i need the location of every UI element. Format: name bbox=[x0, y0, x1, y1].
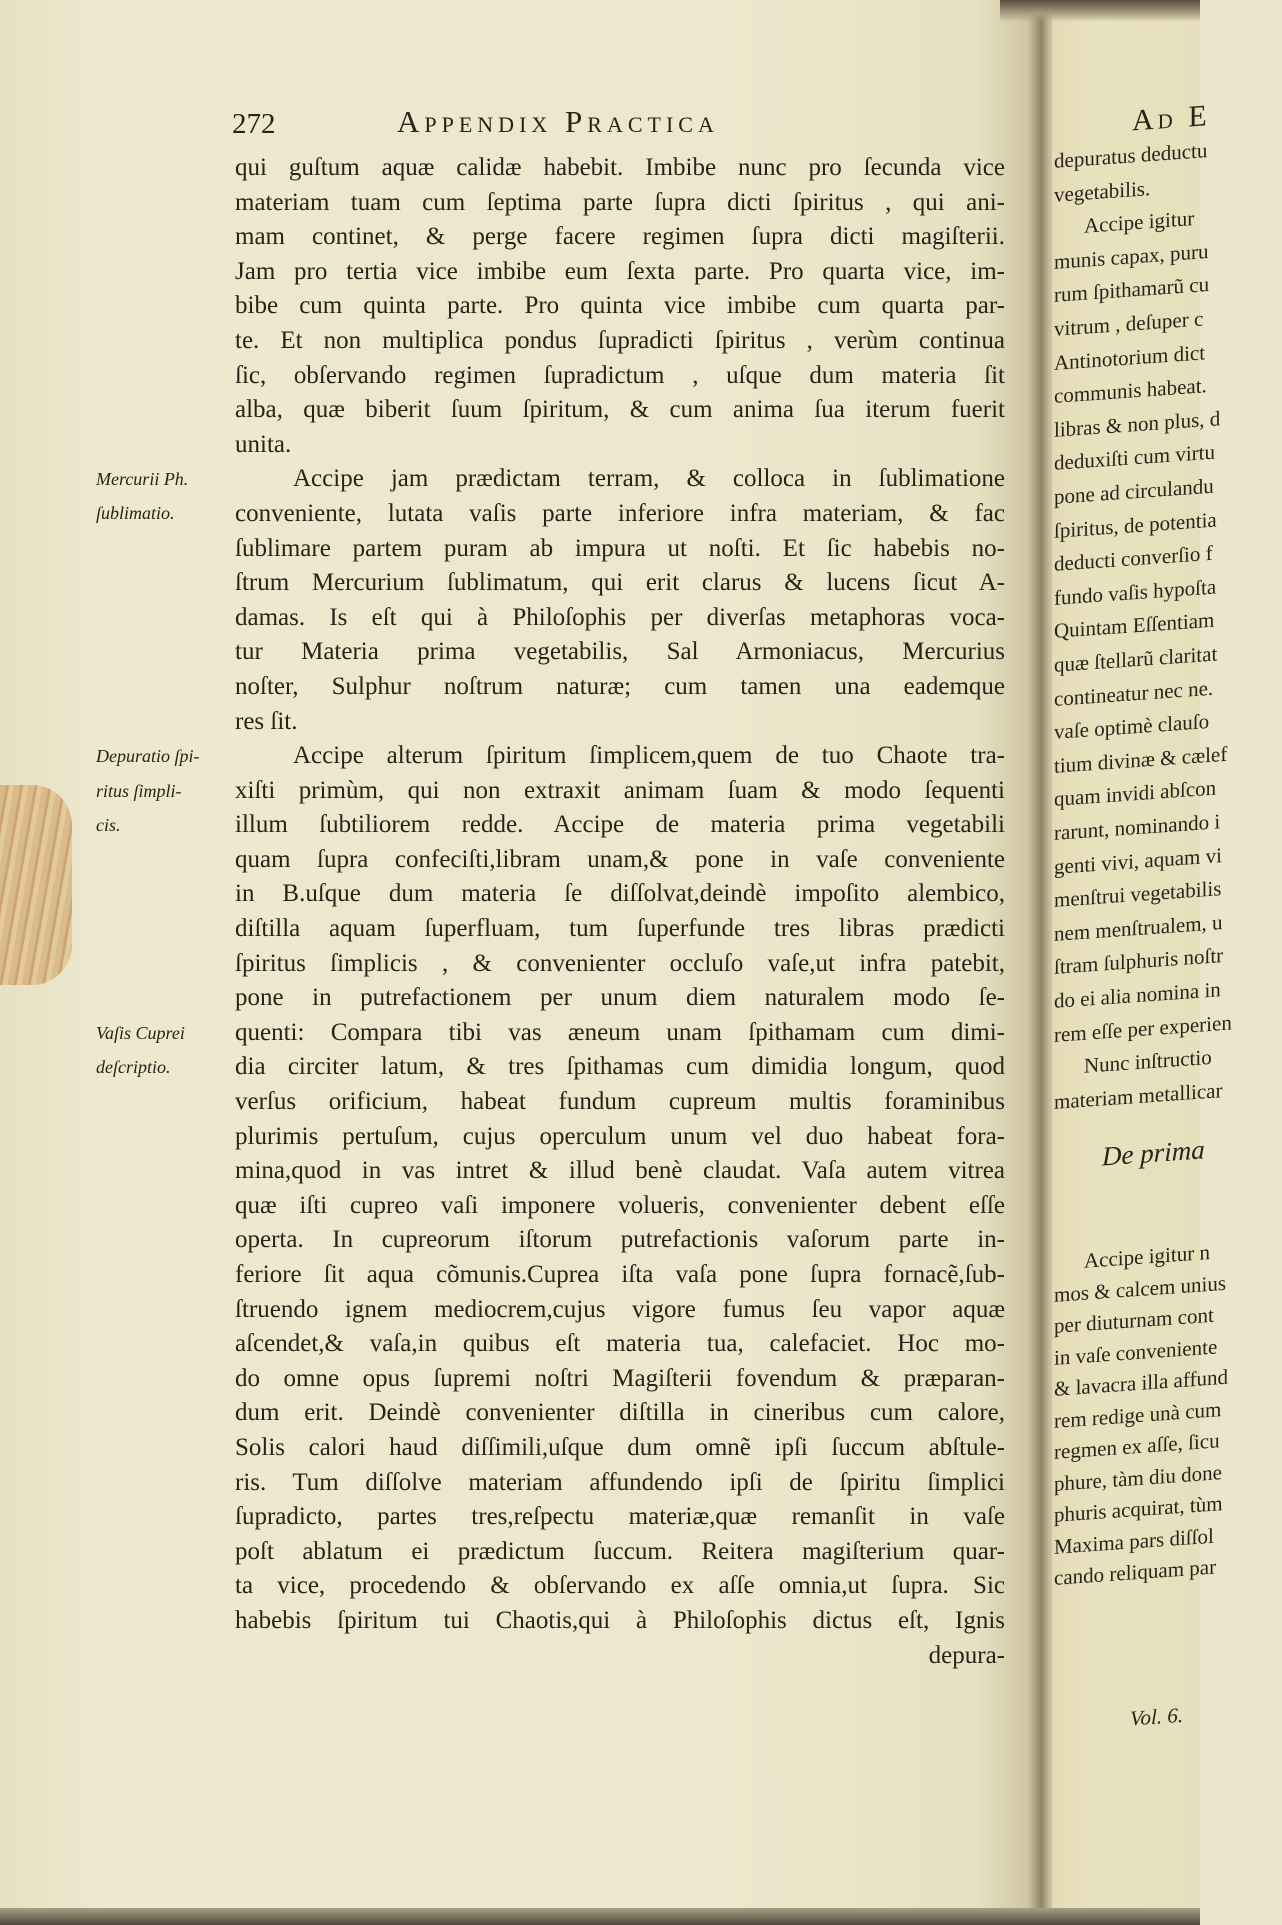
text-line: damas. Is eſt qui à Philoſophis per diverſas metaphoras voca- bbox=[235, 603, 1005, 631]
margin-note-line: Vaſis Cuprei bbox=[96, 1023, 185, 1043]
text-line: pone in putrefactionem per unum diem naturalem modo ſe- bbox=[235, 984, 1005, 1012]
margin-note-line: Mercurii Ph. bbox=[96, 469, 189, 489]
right-text-line: Antinotorium dict bbox=[1054, 339, 1206, 375]
text-line: noſter, Sulphur noſtrum naturæ; cum tamen una eademque bbox=[235, 672, 1005, 700]
text-line: do omne opus ſupremi noſtri Magiſterii fovendum & præparan- bbox=[235, 1364, 1005, 1392]
text-line: quenti: Compara tibi vas æneum unam ſpithamam cum dimi- bbox=[235, 1018, 1005, 1046]
text-line: ſtrum Mercurium ſublimatum, qui erit clarus & lucens ſicut A- bbox=[235, 569, 1005, 597]
text-line: te. Et non multiplica pondus ſupradicti ſpiritus , verùm continua bbox=[235, 326, 1005, 354]
right-text-line: phure, tàm diu done bbox=[1054, 1459, 1222, 1496]
right-text-line: do ei alia nomina in bbox=[1054, 977, 1221, 1013]
right-text-line: genti vivi, aquam vi bbox=[1054, 842, 1222, 879]
brush-object bbox=[0, 785, 72, 985]
text-line: quam ſupra confeciſti,libram unam,& pone in vaſe conveniente bbox=[235, 845, 1005, 873]
text-line: Solis calori haud diſſimili,uſque dum omnẽ ipſi ſuccum abſtule- bbox=[235, 1433, 1005, 1461]
margin-note-line: ſublimatio. bbox=[96, 503, 175, 523]
right-text-line: materiam metallicar bbox=[1054, 1077, 1223, 1114]
right-text-line: deducti converſio f bbox=[1054, 540, 1213, 577]
text-line: dum erit. Deindè convenienter diſtilla in cineribus cum calore, bbox=[235, 1399, 1005, 1427]
text-line: in B.uſque dum materia ſe diſſolvat,deindè impoſito alembico, bbox=[235, 880, 1005, 908]
right-text-line: libras & non plus, d bbox=[1054, 406, 1221, 442]
text-line: ſublimare partem puram ab impura ut noſti. Et ſic habebis no- bbox=[235, 534, 1005, 562]
text-line: verſus orificium, habeat fundum cupreum multis foraminibus bbox=[235, 1088, 1005, 1116]
right-text-line: rem redige unà cum bbox=[1054, 1396, 1222, 1433]
text-line: ris. Tum diſſolve materiam affundendo ipſi de ſpiritu ſimplici bbox=[235, 1468, 1005, 1496]
main-text-column bbox=[235, 151, 1005, 1673]
right-text-line: phuris acquirat, tùm bbox=[1054, 1491, 1223, 1527]
right-text-line: rarunt, nominando i bbox=[1054, 809, 1221, 845]
right-text-line: Maxima pars diſſol bbox=[1054, 1523, 1214, 1559]
text-line: habebis ſpiritum tui Chaotis,qui à Philoſophis dictus eſt, Ignis bbox=[235, 1606, 1005, 1634]
text-line: materiam tuam cum ſeptima parte ſupra dicti ſpiritus , qui ani- bbox=[235, 188, 1005, 216]
text-line: Accipe jam prædictam terram, & colloca in ſublimatione bbox=[293, 465, 1005, 493]
right-text-line: Accipe igitur n bbox=[1084, 1239, 1210, 1273]
bottom-edge bbox=[0, 1908, 1200, 1925]
right-text-line: vitrum , deſuper c bbox=[1054, 306, 1204, 341]
right-text-line: pone ad circulandu bbox=[1054, 473, 1214, 509]
right-text-line: menſtrui vegetabilis bbox=[1054, 876, 1222, 913]
right-text-line: regmen ex aſſe, ſicu bbox=[1054, 1428, 1220, 1464]
right-text-line: fundo vaſis hypoſta bbox=[1054, 574, 1217, 610]
text-line: illum ſubtiliorem redde. Accipe de materia prima vegetabili bbox=[235, 811, 1005, 839]
right-text-line: rem eſſe per experien bbox=[1054, 1010, 1232, 1047]
running-title: Appendix Practica bbox=[397, 104, 719, 139]
signature-mark: Vol. 6. bbox=[1130, 1702, 1184, 1731]
right-text-line: Quintam Eſſentiam bbox=[1054, 608, 1215, 644]
text-line: bibe cum quinta parte. Pro quinta vice imbibe cum quarta par- bbox=[235, 292, 1005, 320]
text-line: alba, quæ biberit ſuum ſpiritum, & cum anima ſua iterum fuerit bbox=[235, 396, 1005, 424]
right-text-line: depuratus deductu bbox=[1054, 138, 1208, 173]
text-line: mina,quod in vas intret & illud benè claudat. Vaſa autem vitrea bbox=[235, 1157, 1005, 1185]
margin-note-line: ritus ſimpli- bbox=[96, 781, 182, 801]
right-section-heading: De prima bbox=[1102, 1134, 1205, 1172]
right-text-line: Nunc inſtructio bbox=[1084, 1045, 1212, 1078]
text-line: Accipe alterum ſpiritum ſimplicem,quem de tuo Chaote tra- bbox=[293, 742, 1005, 770]
text-line: qui guſtum aquæ calidæ habebit. Imbibe nunc pro ſecunda vice bbox=[235, 154, 1005, 181]
text-line: ſtruendo ignem mediocrem,cujus vigore fumus ſeu vapor aquæ bbox=[235, 1295, 1005, 1323]
text-line: feriore ſit aqua cõmunis.Cuprea iſta vaſa pone ſupra fornacẽ,ſub- bbox=[235, 1261, 1005, 1288]
right-running-title: Ad E bbox=[1132, 98, 1211, 138]
page-number: 272 bbox=[232, 108, 276, 140]
page-header bbox=[232, 104, 1007, 144]
text-line: ta vice, procedendo & obſervando ex aſſe omnia,ut ſupra. Sic bbox=[235, 1572, 1005, 1600]
text-line: aſcendet,& vaſa,in quibus eſt materia tua, calefaciet. Hoc mo- bbox=[235, 1330, 1005, 1358]
top-shadow bbox=[1000, 0, 1200, 22]
text-line: poſt ablatum ei prædictum ſuccum. Reitera magiſterium quar- bbox=[235, 1537, 1005, 1565]
right-page bbox=[1052, 0, 1232, 1925]
text-line: res ſit. bbox=[235, 707, 298, 735]
right-text-line: Accipe igitur bbox=[1084, 206, 1195, 238]
right-text-line: in vaſe conveniente bbox=[1054, 1333, 1218, 1370]
right-text-line: tium divinæ & cælef bbox=[1054, 741, 1228, 778]
text-line: ſic, obſervando regimen ſupradictum , uſque dum materia ſit bbox=[235, 361, 1005, 389]
text-line: mam continet, & perge facere regimen ſupra dicti magiſterii. bbox=[235, 223, 1005, 251]
right-text-line: quæ ſtellarũ claritat bbox=[1054, 641, 1218, 677]
right-text-line: per diuturnam cont bbox=[1054, 1302, 1214, 1338]
right-text-line: quam invidi abſcon bbox=[1054, 775, 1217, 812]
text-line: Jam pro tertia vice imbibe eum ſexta parte. Pro quarta vice, im- bbox=[235, 257, 1005, 285]
text-line: plurimis pertuſum, cujus operculum unum vel duo habeat fora- bbox=[235, 1122, 1005, 1150]
text-line: quæ iſti cupreo vaſi imponere volueris, convenienter debent eſſe bbox=[235, 1191, 1005, 1219]
catchword: depura- bbox=[928, 1641, 1005, 1669]
right-text-line: vaſe optimè clauſo bbox=[1054, 709, 1210, 745]
right-text-line: rum ſpithamarũ cu bbox=[1054, 272, 1210, 308]
right-text-line: ſtram ſulphuris noſtr bbox=[1054, 943, 1224, 980]
text-line: operta. In cupreorum iſtorum putrefactionis vaſorum parte in- bbox=[235, 1226, 1005, 1254]
text-line: ſupradicto, partes tres,reſpectu materiæ,quæ remanſit in vaſe bbox=[235, 1503, 1005, 1531]
text-line: tur Materia prima vegetabilis, Sal Armoniacus, Mercurius bbox=[235, 638, 1005, 666]
text-line: ſpiritus ſimplicis , & convenienter occluſo vaſe,ut infra patebit, bbox=[235, 949, 1005, 977]
right-text-line: mos & calcem unius bbox=[1054, 1270, 1227, 1307]
right-text-line: communis habeat. bbox=[1054, 373, 1207, 409]
right-text-line: & lavacra illa affund bbox=[1054, 1364, 1228, 1401]
text-line: xiſti primùm, qui non extraxit animam ſuam & modo ſequenti bbox=[235, 776, 1005, 804]
margin-note-line: deſcriptio. bbox=[96, 1057, 171, 1077]
text-line: unita. bbox=[235, 430, 292, 458]
right-text-line: cando reliquam par bbox=[1054, 1554, 1217, 1590]
margin-note-line: cis. bbox=[96, 815, 121, 835]
text-line: diſtilla aquam ſuperfluam, tum ſuperfunde tres libras prædicti bbox=[235, 915, 1005, 943]
right-text-line: deduxiſti cum virtu bbox=[1054, 439, 1215, 476]
right-text-line: vegetabilis. bbox=[1054, 175, 1151, 207]
right-text-line: nem menſtrualem, u bbox=[1054, 909, 1223, 946]
text-line: conveniente, lutata vaſis parte inferiore infra materiam, & fac bbox=[235, 499, 1005, 527]
right-text-line: munis capax, puru bbox=[1054, 238, 1209, 274]
margin-note-line: Depuratio ſpi- bbox=[96, 746, 200, 766]
right-text-line: contineatur nec ne. bbox=[1054, 675, 1214, 711]
right-text-line: ſpiritus, de potentia bbox=[1054, 507, 1217, 543]
text-line: dia circiter latum, & tres ſpithamas cum dimidia longum, quod bbox=[235, 1053, 1005, 1081]
